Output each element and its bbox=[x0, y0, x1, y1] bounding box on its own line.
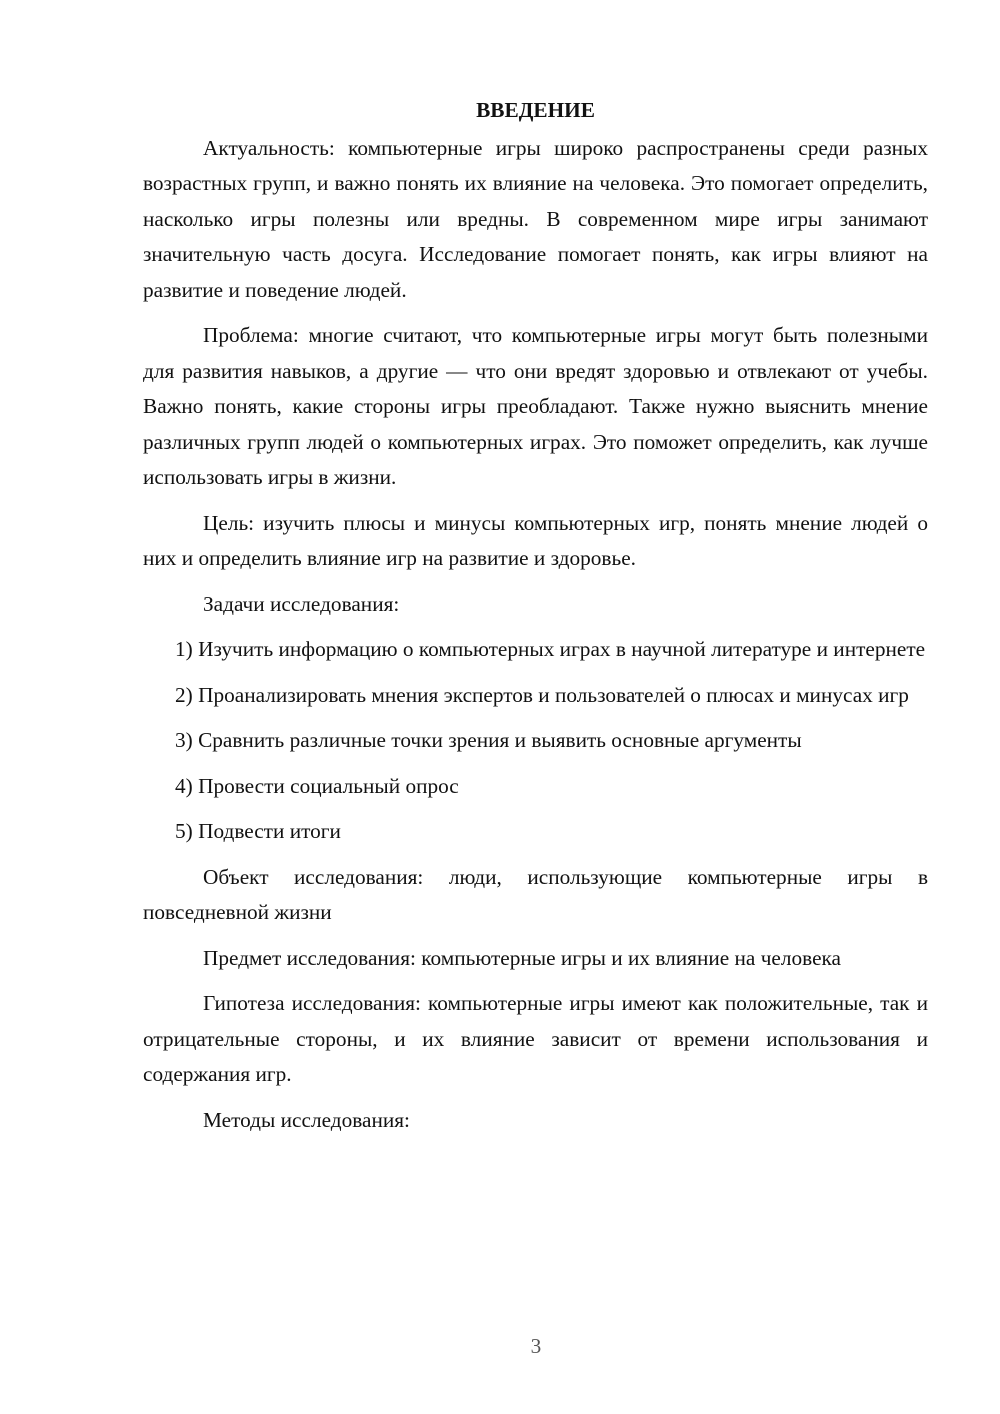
task-list-item: 1) Изучить информацию о компьютерных играх в научной литературе и интернете bbox=[175, 637, 926, 661]
section-heading: ВВЕДЕНИЕ bbox=[476, 98, 595, 122]
page-number: 3 bbox=[530, 1334, 542, 1358]
task-list-item: 2) Проанализировать мнения экспертов и пользователей о плюсах и минусах игр bbox=[175, 682, 909, 707]
paragraph-relevance: Актуальность: компьютерные игры широко распространены среди разных возрастных групп, и важно понять их влияние на человека. Это помогает определить, насколько игры полезны или вредны. В современном мире игры занимают значительную часть досуга. Исследование помогает понять, как игры влияют на развитие и поведение людей. bbox=[143, 135, 928, 302]
paragraph-problem: Проблема: многие считают, что компьютерные игры могут быть полезными для развития навыков, а другие — что они вредят здоровью и отвлекают от учебы. Важно понять, какие стороны игры преобладают. Также нужно выяснить мнение различных групп людей о компьютерных играх. Это поможет определить, как лучше использовать игры в жизни. bbox=[143, 323, 928, 489]
task-list-item: 4) Провести социальный опрос bbox=[175, 773, 459, 798]
paragraph-object: Объект исследования: люди, использующие компьютерные игры в повседневной жизни bbox=[143, 864, 928, 924]
paragraph-tasks-title: Задачи исследования: bbox=[203, 591, 400, 616]
task-list-item: 5) Подвести итоги bbox=[175, 819, 341, 843]
paragraph-subject: Предмет исследования: компьютерные игры и их влияние на человека bbox=[203, 945, 842, 970]
document-body bbox=[143, 93, 928, 1148]
task-list-item: 3) Сравнить различные точки зрения и выявить основные аргументы bbox=[175, 728, 802, 752]
paragraph-goal: Цель: изучить плюсы и минусы компьютерных игр, понять мнение людей о них и определить влияние игр на развитие и здоровье. bbox=[143, 510, 928, 570]
paragraph-hypothesis: Гипотеза исследования: компьютерные игры имеют как положительные, так и отрицательные стороны, и их влияние зависит от времени использования и содержания игр. bbox=[143, 991, 928, 1086]
paragraph-methods: Методы исследования: bbox=[203, 1107, 410, 1132]
